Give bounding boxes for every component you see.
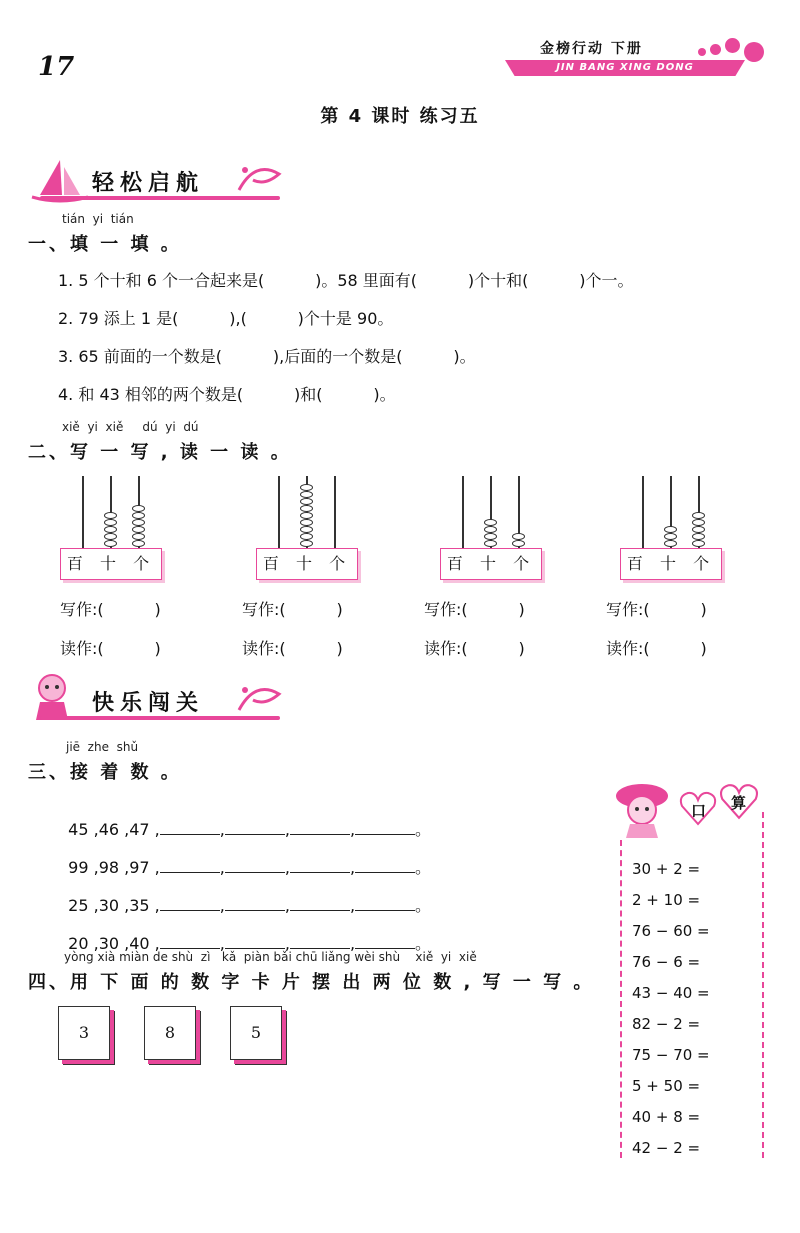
abacus-bead — [300, 491, 313, 498]
oral-calc-item: 82 − 2 = — [632, 1015, 701, 1033]
abacus-bead — [512, 540, 525, 547]
sep: , — [219, 896, 225, 915]
abacus-bead — [484, 540, 497, 547]
sequence-row-1 — [58, 798, 431, 840]
swirl-icon — [235, 680, 283, 716]
answer-blank[interactable] — [160, 934, 220, 949]
abacus-bead — [692, 540, 705, 547]
oral-calc-item: 30 + 2 = — [632, 860, 701, 878]
section3-title: 三、接 着 数 。 — [28, 762, 182, 783]
answer-blank[interactable] — [160, 896, 220, 911]
sequence-start: 45 ,46 ,47 , — [68, 820, 160, 839]
answer-blank[interactable] — [355, 858, 415, 873]
abacus-bead — [484, 526, 497, 533]
write-label-3: 写作:( ) — [424, 600, 525, 619]
abacus-bead — [132, 540, 145, 547]
digit-card-5: 5 — [230, 1006, 282, 1060]
sequence-start: 99 ,98 ,97 , — [68, 858, 160, 877]
sep: , — [284, 896, 290, 915]
answer-blank[interactable] — [160, 858, 220, 873]
abacus-bead — [104, 540, 117, 547]
banner-easy-start: 轻松启航 — [92, 171, 205, 196]
abacus-bead — [512, 533, 525, 540]
abacus-bead — [692, 533, 705, 540]
oral-calc-item: 43 − 40 = — [632, 984, 710, 1002]
question-1: 1. 5 个十和 6 个一合起来是( )。58 里面有( )个十和( )个一。 — [58, 271, 634, 290]
oral-label-left: 口 — [691, 802, 707, 820]
abacus-bead — [300, 505, 313, 512]
end-mark: 。 — [415, 896, 432, 915]
digit-card-8: 8 — [144, 1006, 196, 1060]
decor-dot-icon — [710, 44, 721, 55]
sep: , — [219, 934, 225, 953]
sep: , — [219, 820, 225, 839]
brand-title: 金榜行动 下册 — [540, 41, 643, 57]
abacus-bead — [664, 526, 677, 533]
read-label-2: 读作:( ) — [242, 639, 343, 658]
oral-calc-item: 5 + 50 = — [632, 1077, 701, 1095]
answer-blank[interactable] — [225, 934, 285, 949]
read-label-1: 读作:( ) — [60, 639, 161, 658]
abacus-bead — [104, 526, 117, 533]
abacus-rod — [462, 476, 464, 548]
abacus-base-4: 百 十 个 — [620, 548, 722, 580]
answer-blank[interactable] — [225, 896, 285, 911]
sequence-row-4 — [58, 912, 431, 954]
write-label-2: 写作:( ) — [242, 600, 343, 619]
oral-border-left — [620, 840, 622, 1158]
section1-title: 一、填 一 填 。 — [28, 234, 182, 255]
abacus-base-3: 百 十 个 — [440, 548, 542, 580]
section4-title: 四、用 下 面 的 数 字 卡 片 摆 出 两 位 数 , 写 一 写 。 — [28, 972, 595, 993]
oral-calc-item: 76 − 6 = — [632, 953, 701, 971]
sep: , — [349, 820, 356, 839]
sep: , — [284, 934, 290, 953]
oral-calc-item: 42 − 2 = — [632, 1139, 701, 1157]
banner-ribbon — [40, 716, 280, 720]
banner-happy-challenge: 快乐闯关 — [92, 691, 205, 716]
answer-blank[interactable] — [355, 820, 415, 835]
sep: , — [349, 858, 356, 877]
section1-pinyin: tián yi tián — [62, 212, 134, 226]
abacus-bead — [132, 526, 145, 533]
end-mark: 。 — [415, 934, 432, 953]
oral-label-right: 算 — [731, 794, 747, 812]
abacus-bead — [300, 512, 313, 519]
abacus-bead — [300, 498, 313, 505]
oral-calc-item: 40 + 8 = — [632, 1108, 701, 1126]
abacus-bead — [692, 512, 705, 519]
abacus-bead — [664, 533, 677, 540]
abacus-bead — [132, 505, 145, 512]
brand-latin: JIN BANG XING DONG — [556, 62, 694, 73]
sequence-row-2 — [58, 836, 431, 878]
answer-blank[interactable] — [355, 896, 415, 911]
decor-dot-icon — [725, 38, 740, 53]
abacus-bead — [300, 484, 313, 491]
oral-border-right — [762, 812, 764, 1158]
abacus-bead — [132, 519, 145, 526]
banner-ribbon — [40, 196, 280, 200]
abacus-base-2: 百 十 个 — [256, 548, 358, 580]
oral-calc-item: 75 − 70 = — [632, 1046, 710, 1064]
write-label-4: 写作:( ) — [606, 600, 707, 619]
abacus-bead — [132, 512, 145, 519]
section2-pinyin: xiě yi xiě dú yi dú — [62, 420, 199, 434]
answer-blank[interactable] — [290, 934, 350, 949]
answer-blank[interactable] — [225, 820, 285, 835]
abacus-bead — [300, 533, 313, 540]
section2-title: 二、写 一 写 , 读 一 读 。 — [28, 442, 292, 463]
digit-card-3: 3 — [58, 1006, 110, 1060]
abacus-bead — [484, 533, 497, 540]
end-mark: 。 — [415, 858, 432, 877]
answer-blank[interactable] — [160, 820, 220, 835]
abacus-bead — [104, 519, 117, 526]
girl-mascot-icon — [612, 782, 672, 838]
answer-blank[interactable] — [225, 858, 285, 873]
abacus-bead — [484, 519, 497, 526]
abacus-bead — [104, 533, 117, 540]
abacus-bead — [664, 540, 677, 547]
end-mark: 。 — [415, 820, 432, 839]
abacus-bead — [132, 533, 145, 540]
question-3: 3. 65 前面的一个数是( ),后面的一个数是( )。 — [58, 347, 476, 366]
abacus-bead — [300, 519, 313, 526]
answer-blank[interactable] — [290, 820, 350, 835]
swirl-icon — [235, 160, 283, 196]
sep: , — [284, 858, 290, 877]
abacus-bead — [300, 526, 313, 533]
sequence-row-3 — [58, 874, 431, 916]
question-2: 2. 79 添上 1 是( ),( )个十是 90。 — [58, 309, 394, 328]
sep: , — [349, 934, 356, 953]
sequence-start: 25 ,30 ,35 , — [68, 896, 160, 915]
abacus-rod — [642, 476, 644, 548]
lesson-title: 第 4 课时 练习五 — [320, 106, 480, 127]
answer-blank[interactable] — [355, 934, 415, 949]
abacus-rod — [82, 476, 84, 548]
abacus-rod — [334, 476, 336, 548]
decor-dot-icon — [744, 42, 764, 62]
sep: , — [219, 858, 225, 877]
read-label-3: 读作:( ) — [424, 639, 525, 658]
abacus-base-1: 百 十 个 — [60, 548, 162, 580]
write-label-1: 写作:( ) — [60, 600, 161, 619]
read-label-4: 读作:( ) — [606, 639, 707, 658]
question-4: 4. 和 43 相邻的两个数是( )和( )。 — [58, 385, 396, 404]
answer-blank[interactable] — [290, 858, 350, 873]
section3-pinyin: jiē zhe shǔ — [66, 740, 139, 754]
abacus-rod — [278, 476, 280, 548]
sequence-start: 20 ,30 ,40 , — [68, 934, 160, 953]
abacus-bead — [104, 512, 117, 519]
answer-blank[interactable] — [290, 896, 350, 911]
sep: , — [349, 896, 356, 915]
page-number: 17 — [38, 52, 75, 82]
section4-pinyin: yòng xià miàn de shù zì kǎ piàn bǎi chū liǎng wèi shù xiě yi xiě — [64, 950, 477, 964]
oral-calc-item: 76 − 60 = — [632, 922, 710, 940]
sep: , — [284, 820, 290, 839]
decor-dot-icon — [698, 48, 706, 56]
abacus-bead — [300, 540, 313, 547]
abacus-bead — [692, 526, 705, 533]
abacus-bead — [692, 519, 705, 526]
oral-calc-item: 2 + 10 = — [632, 891, 701, 909]
